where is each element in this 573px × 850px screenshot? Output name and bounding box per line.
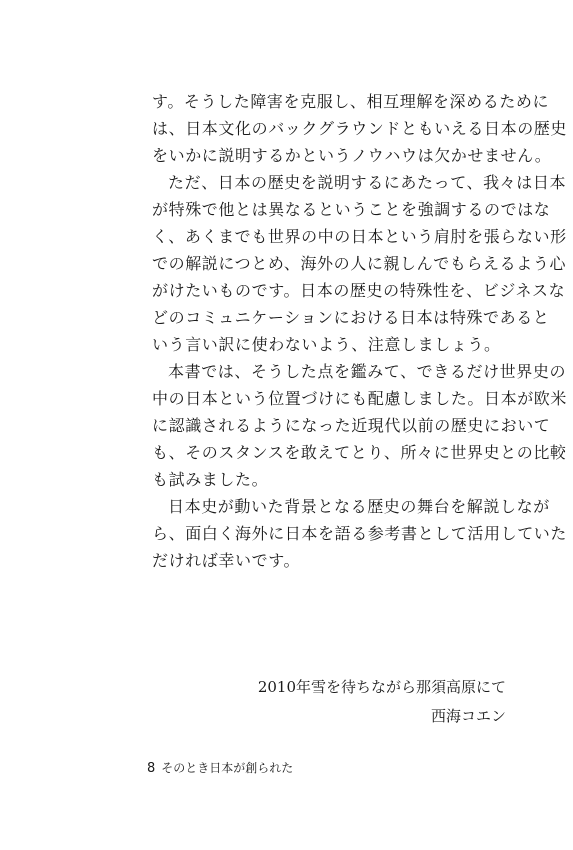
text-line: す。そうした障害を克服し、相互理解を深めるために	[152, 92, 550, 111]
text-line: が特殊で他とは異なるということを強調するのではな	[152, 200, 551, 219]
text-line: だければ幸いです。	[152, 551, 301, 570]
paragraph-first-line: ただ、日本の歴史を説明するにあたって、我々は日本	[168, 173, 567, 192]
text-line: 中の日本という位置づけにも配慮しました。日本が欧米	[152, 389, 568, 408]
text-line: く、あくまでも世界の中の日本という肩肘を張らない形	[152, 227, 567, 246]
page-number: 8	[147, 761, 156, 776]
text-line: に認識されるようになった近現代以前の歴史において	[152, 416, 551, 435]
text-line: どのコミュニケーションにおける日本は特殊であると	[152, 308, 550, 327]
text-line: をいかに説明するかというノウハウは欠かせません。	[152, 146, 552, 165]
paragraph-first-line: 本書では、そうした点を鑑みて、できるだけ世界史の	[168, 362, 567, 381]
text-line: は、日本文化のバックグラウンドともいえる日本の歴史	[152, 119, 568, 138]
signature-author: 西海コエン	[430, 707, 506, 725]
signature-date-place: 2010年雪を待ちながら那須高原にて	[257, 678, 506, 696]
page-footer	[147, 759, 293, 776]
text-line: がけたいものです。日本の歴史の特殊性を、ビジネスな	[152, 281, 566, 300]
text-line: いう言い訳に使わないよう、注意しましょう。	[152, 335, 501, 354]
text-line: ら、面白く海外に日本を語る参考書として活用していた	[152, 524, 568, 543]
text-line: も試みました。	[152, 470, 269, 489]
text-line: での解説につとめ、海外の人に親しんでもらえるよう心	[152, 254, 567, 273]
body-text	[152, 88, 568, 574]
paragraph-first-line: 日本史が動いた背景となる歴史の舞台を解説しなが	[168, 497, 550, 516]
running-title: そのとき日本が創られた	[161, 761, 294, 775]
text-line: も、そのスタンスを敢えてとり、所々に世界史との比較	[152, 443, 567, 462]
